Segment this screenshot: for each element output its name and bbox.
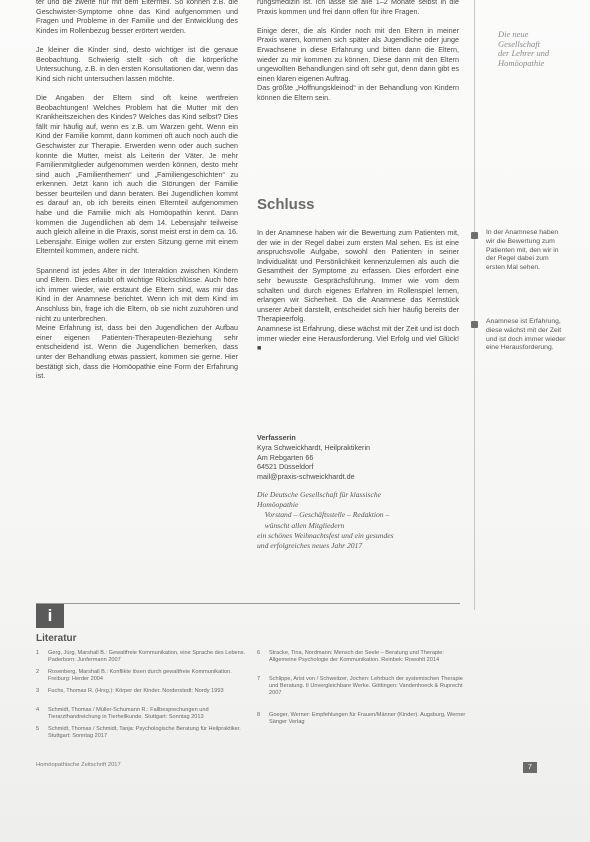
paragraph: In der Anamnese haben wir die Bewertung zum Patienten mit, der wie in der Regel dabei zum ersten Mal sehen. Es ist eine anspruchsvolle Aufgabe, sowohl den Patienten in seiner Individualität und Persönlichkeit kennenzulernen als auch die Gesamtheit der Symptome zu erfassen. Dies erfordert eine sehr bewusste Gesprächsführung. Immer wie vom dem schalten und durch eigenes Erfahren im Rollenspiel lernen, erlangen wir Sicherheit. Da die Anamnese das Kernstück unserer Arbeit darstellt, entscheidet sich hier häufig bereits der Therapieerfolg. — [257, 228, 459, 324]
literature-item — [36, 669, 246, 683]
paragraph: Die Angaben der Eltern sind oft keine wertfreien Beobachtungen! Welches Problem hat die Mutter mit den Krankheitszeichen des Kindes? Welches das Kind selbst? Dies fällt mir häufig auf, wenn es z.B. um Warzen geht. Wenn ein Kind der Familie kommt, dann kommen oft auch noch auch die Geschwister zur Therapie. Erwerden wenn oder auch suchen konnte die Mutter, meist als Leiterin der Väter. Je mehr Familienmitglieder aufgenommen werden können, desto mehr sind auch „Familienthemen“ und „Familiengeschichten“ zu erkennen. Jetzt kann ich auch die Störungen der Familie besser beurteilen und dann beraten. Bei Jugendlichen kommt es darauf an, ob ich bereits einen Elternteil aufgenommen habe und die Familie mich als Homöopathin kennt. Dann kommen die Jugendlichen ab dem 14. Lebensjahr teilweise auch gleich alleine in die Praxis, sonst meist erst in dem ca. 16. Lebensjahr. Einige wollen zur ersten Sitzung gerne mit einem Elternteil kommen, andere nicht. — [36, 92, 238, 256]
literature-item — [36, 650, 246, 664]
item-text: Schmidt, Thomas / Schmidt, Tanja: Psychologische Beratung für Heilpraktiker. Stuttgart: Sonntag 2017 — [48, 726, 241, 740]
schluss-column — [257, 228, 459, 362]
item-text: Schlippe, Arist von / Schweitzer, Jochen: Lehrbuch der systemischen Therapie und Beratung. II Unvergleichbare Werke. Göttingen: Vandenhoeck & Ruprecht 2007 — [269, 676, 463, 697]
paragraph: Das größte „Hoffnungskleinod“ in der Behandlung von Kindern können die Eltern sein. — [257, 83, 459, 102]
greeting-line: wünscht allen Mitgliedern — [257, 520, 345, 530]
paragraph: rungsmedizin ist. Ich lasse sie alle 1–2 Monate selbst in die Praxis kommen und frei dann offen für ihre Fragen. — [257, 0, 459, 16]
season-greeting — [257, 490, 467, 551]
paragraph: Anamnese ist Erfahrung, diese wächst mit der Zeit und ist doch immer wieder eine Herausforderung. Viel Erfolg und viel Glück! ■ — [257, 323, 459, 353]
item-number: 7 — [257, 676, 261, 682]
margin-quote: In der Anamnese haben wir die Bewertung zum Patienten mit, den wir in der Regel dabei zum ersten Mal sehen. — [486, 229, 559, 272]
paragraph: Je kleiner die Kinder sind, desto wichtiger ist die genaue Beobachtung. Schwierig stellt sich oft die körperliche Untersuchung, z.B. in den ersten Konsultationen dar, wenn das Kind sich nicht untersuchen lassen möchte. — [36, 44, 238, 83]
item-number: 4 — [36, 707, 40, 713]
author-block — [257, 433, 459, 482]
section-heading-schluss: Schluss — [257, 196, 315, 213]
greeting-line: ein schönes Weihnachtsfest und ein gesundes — [257, 530, 394, 540]
literature-item — [257, 650, 467, 670]
info-icon: i — [36, 604, 64, 628]
margin-quote: Anamnese ist Erfahrung, diese wächst mit der Zeit und ist doch immer wieder eine Herausforderung. — [486, 318, 566, 352]
literature-item — [257, 712, 467, 732]
item-text: Goeger, Werner: Empfehlungen für Frauen/Männer (Kinder). Augsburg, Werner Sänger Verlag — [269, 712, 466, 726]
item-text: Stracke, Tina, Nordmann: Mensch der Seele – Beratung und Therapie: Allgemeine Psychologie der Kommunikation. Reinbek: Rowohlt 2014 — [269, 650, 444, 664]
item-text: Schmidt, Thomas / Müller-Schumann R.: Fallbesprechungen und Tierarzthandreichung in Tierheilkunde. Stuttgart: Sonntag 2013 — [48, 707, 209, 721]
logo-line: Die neue — [498, 29, 529, 39]
bullet-icon — [471, 321, 478, 328]
journal-logo-text — [498, 30, 568, 68]
item-number: 2 — [36, 669, 40, 675]
item-number: 8 — [257, 712, 261, 718]
item-number: 1 — [36, 650, 40, 656]
paragraph: ter und die zweite nur mit dem Elternteil. So können z.B. die Geschwister-Symptome ohne das Kind aufgenommen und Fragen und Probleme in der Familie und der Entwicklung des Kindes im Rollenbezug besser erörtert werden. — [36, 0, 238, 35]
item-text: Rosenberg, Marshall B.: Konflikte lösen durch gewaltfreie Kommunikation. Freiburg: Herder 2004 — [48, 669, 232, 683]
greeting-line: Homöopathie — [257, 500, 299, 510]
journal-footer: Homöopathische Zeitschrift 2017 — [36, 762, 121, 768]
item-text: Fuchs, Thomas R. (Hrsg.): Körper der Kinder. Norderstedt: Nordy 1993 — [48, 688, 224, 694]
article-column-middle — [257, 0, 459, 112]
logo-line: der Lehrer und — [498, 48, 550, 58]
greeting-line: Die Deutsche Gesellschaft für klassische — [257, 490, 382, 499]
item-number: 3 — [36, 688, 40, 694]
bullet-icon — [471, 232, 478, 239]
literature-divider — [36, 603, 460, 604]
literature-item — [257, 676, 467, 704]
author-city: 64521 Düsseldorf — [257, 462, 314, 472]
greeting-line: Vorstand – Geschäftsstelle – Redaktion – — [257, 510, 390, 520]
item-number: 6 — [257, 650, 261, 656]
author-name: Kyra Schweickhardt, Heilpraktikerin — [257, 442, 371, 452]
literature-item — [36, 726, 246, 740]
margin-divider — [474, 0, 475, 610]
greeting-line: und erfolgreiches neues Jahr 2017 — [257, 541, 363, 551]
author-street: Am Rebgarten 66 — [257, 452, 314, 462]
paragraph: Einige derer, die als Kinder noch mit den Eltern in meiner Praxis waren, kommen sich später als Jugendliche oder junge Erwachsene in diese Erfahrung und bitten dann die Eltern, wieder zu mir kommen zu können. Diese dann mit den Eltern ungewollten Behandlungen sind oft sehr gut, denn dann gibt es einen klaren eigenen Auftrag. — [257, 25, 459, 83]
author-label: Verfasserin — [257, 433, 296, 442]
author-email[interactable]: mail@praxis-schweickhardt.de — [257, 472, 355, 482]
item-text: Gerg, Jürg, Marshall B.: Gewaltfreie Kommunikation, eine Sprache des Lebens. Paderborn: Junfermann 2007 — [48, 650, 246, 664]
paragraph: Spannend ist jedes Alter in der Interaktion zwischen Kindern und Eltern. Dies erlaubt oft wichtige Rückschlüsse. Auch höre ich immer wieder, wie erstaunt die Eltern sind, was mir das Kind in der Anamnese berichtet. Wenn ich mit dem Kind im Anschluss bin, frage ich die Eltern, ob sie nicht zuzuhören und nicht zu unterbrechen. — [36, 265, 238, 323]
literature-heading: Literatur — [36, 633, 77, 644]
literature-item — [36, 688, 246, 702]
logo-line: Homöopathie — [498, 57, 545, 68]
paragraph: Meine Erfahrung ist, dass bei den Jugendlichen der Aufbau einer eigenen Patienten-Therapeuten-Beziehung sehr entscheidend ist. Wenn die Jugendlichen bemerken, dass unter der Behandlung etwas passiert, kommen sie gerne. Hier bestätigt sich, dass die Homöopathie eine Form der Erfahrung ist. — [36, 323, 238, 381]
page-number: 7 — [523, 762, 537, 773]
logo-line: Gesellschaft — [498, 38, 541, 49]
item-number: 5 — [36, 726, 40, 732]
article-column-left — [36, 0, 238, 390]
literature-item — [36, 707, 246, 721]
